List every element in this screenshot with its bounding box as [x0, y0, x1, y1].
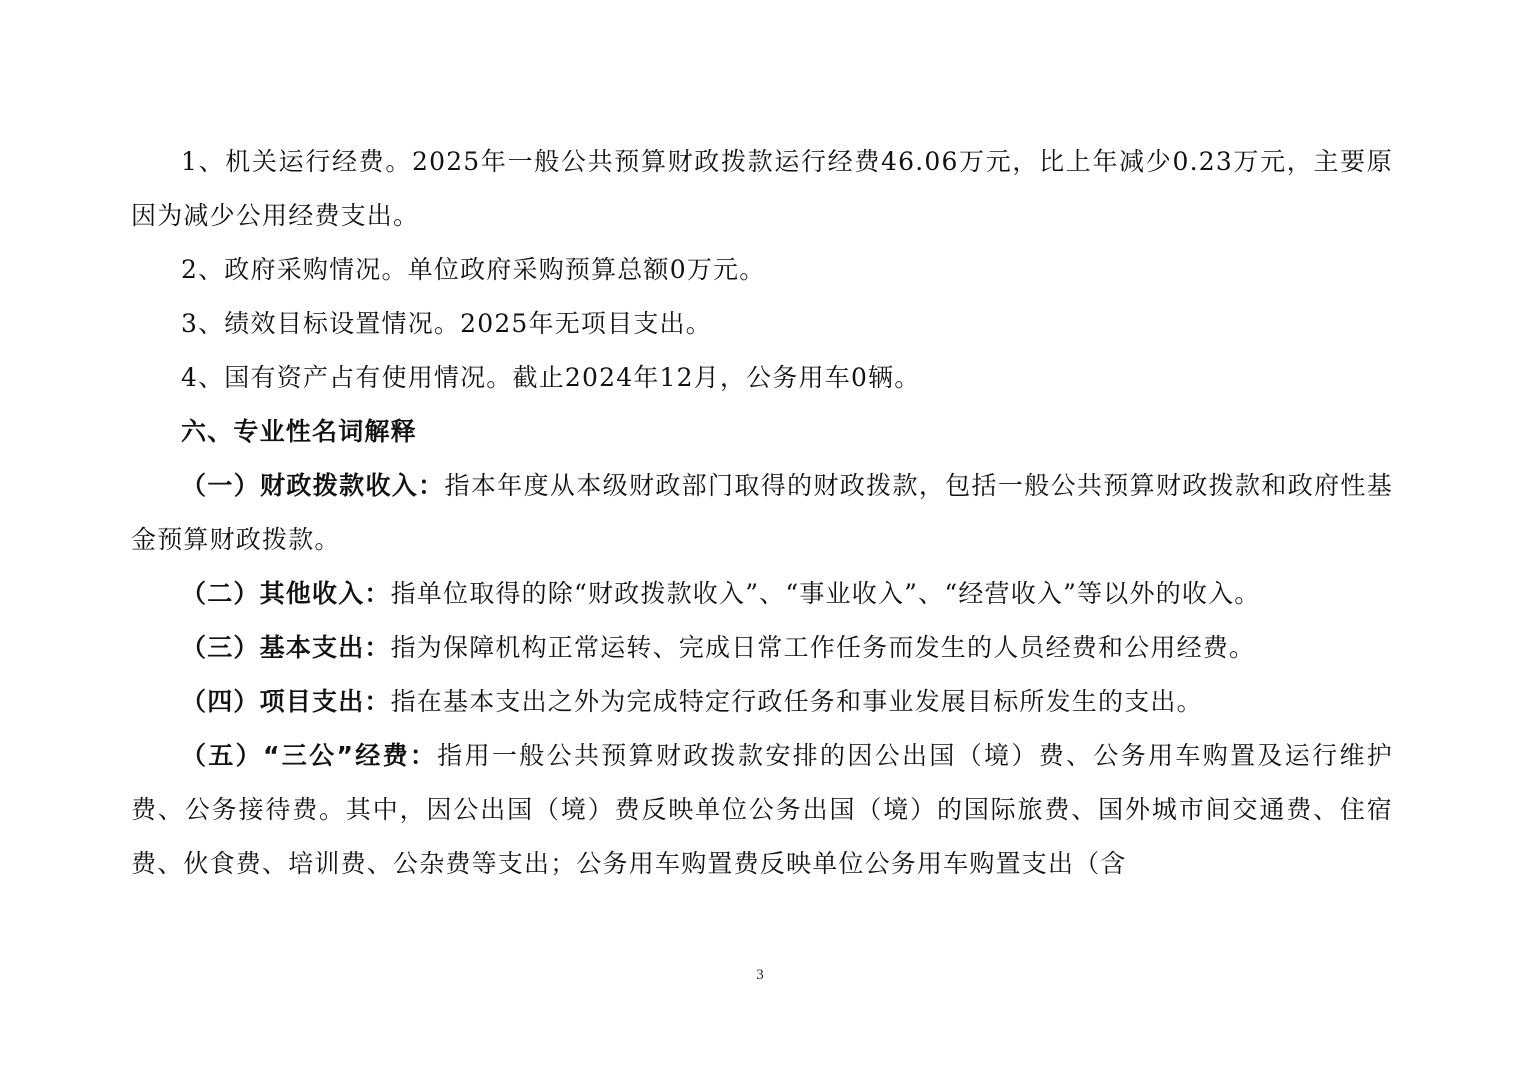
- definition-term: （一）财政拨款收入：: [181, 471, 445, 500]
- paragraph-text: 2、政府采购情况。单位政府采购预算总额0万元。: [181, 255, 766, 284]
- paragraph-text: 3、绩效目标设置情况。2025年无项目支出。: [181, 309, 712, 338]
- definition-text: 指本年度从本级财政部门取得的财政拨款，包括一般公共预算财政拨款和政府性基金预算财政拨款。: [131, 471, 1393, 554]
- definition-term: （四）项目支出：: [181, 687, 391, 716]
- paragraph-operating-expenses: [131, 135, 1393, 243]
- paragraph-text: 4、国有资产占有使用情况。截止2024年12月，公务用车0辆。: [181, 363, 921, 392]
- definition-text: 指单位取得的除“财政拨款收入”、“事业收入”、“经营收入”等以外的收入。: [390, 579, 1261, 608]
- paragraph-text: 1、机关运行经费。2025年一般公共预算财政拨款运行经费46.06万元，比上年减少0.23万元，主要原因为减少公用经费支出。: [131, 147, 1393, 230]
- definition-fiscal-appropriation-income: [131, 459, 1393, 567]
- document-body: [131, 135, 1393, 891]
- definition-text: 指在基本支出之外为完成特定行政任务和事业发展目标所发生的支出。: [390, 687, 1203, 716]
- definition-term: （三）基本支出：: [181, 633, 391, 662]
- definition-text: 指为保障机构正常运转、完成日常工作任务而发生的人员经费和公用经费。: [390, 633, 1256, 662]
- section-heading: 六、专业性名词解释: [181, 417, 417, 446]
- definition-term: （二）其他收入：: [181, 579, 391, 608]
- paragraph-government-procurement: [131, 243, 1393, 297]
- page-number: 3: [756, 967, 764, 983]
- definition-three-public-expenses: [131, 729, 1393, 891]
- definition-other-income: [131, 567, 1393, 621]
- definition-text: 指用一般公共预算财政拨款安排的因公出国（境）费、公务用车购置及运行维护费、公务接待费。其中，因公出国（境）费反映单位公务出国（境）的国际旅费、国外城市间交通费、住宿费、伙食费、培训费、公杂费等支出；公务用车购置费反映单位公务用车购置支出（含: [131, 741, 1393, 878]
- paragraph-state-assets: [131, 351, 1393, 405]
- definition-basic-expenditure: [131, 621, 1393, 675]
- definition-project-expenditure: [131, 675, 1393, 729]
- paragraph-performance-targets: [131, 297, 1393, 351]
- definition-term: （五）“三公”经费：: [181, 741, 438, 770]
